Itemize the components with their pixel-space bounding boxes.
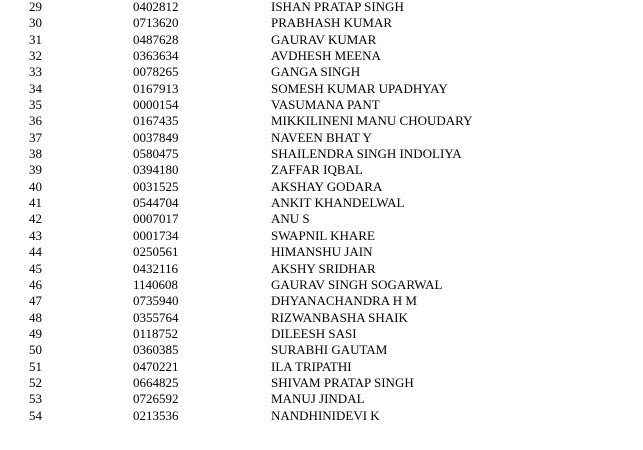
- candidate-name-cell: DILEESH SASI: [271, 325, 357, 341]
- roll-number-cell: 0360385: [133, 342, 179, 358]
- table-row: [0, 162, 643, 178]
- candidate-name-cell: GANGA SINGH: [271, 64, 361, 80]
- serial-number-cell: 44: [29, 244, 42, 260]
- serial-number-cell: 31: [29, 31, 42, 47]
- table-row: [0, 0, 643, 15]
- serial-number-cell: 36: [29, 113, 42, 129]
- roll-number-cell: 0167913: [133, 80, 179, 96]
- table-row: [0, 179, 643, 195]
- candidate-name-cell: DHYANACHANDRA H M: [271, 293, 417, 309]
- roll-number-cell: 0037849: [133, 129, 179, 145]
- candidate-name-cell: ILA TRIPATHI: [271, 358, 352, 374]
- table-row: [0, 64, 643, 80]
- table-row: [0, 359, 643, 375]
- table-row: [0, 342, 643, 358]
- serial-number-cell: 40: [29, 178, 42, 194]
- roll-number-cell: 0713620: [133, 15, 179, 31]
- serial-number-cell: 33: [29, 64, 42, 80]
- candidate-name-cell: AVDHESH MEENA: [271, 48, 381, 64]
- table-row: [0, 130, 643, 146]
- roll-number-cell: 0001734: [133, 227, 179, 243]
- candidate-name-cell: PRABHASH KUMAR: [271, 15, 392, 31]
- serial-number-cell: 41: [29, 195, 42, 211]
- candidate-name-cell: AKSHY SRIDHAR: [271, 260, 376, 276]
- roll-number-cell: 0487628: [133, 31, 179, 47]
- serial-number-cell: 35: [29, 97, 42, 113]
- candidate-name-cell: AKSHAY GODARA: [271, 178, 383, 194]
- serial-number-cell: 48: [29, 309, 42, 325]
- serial-number-cell: 42: [29, 211, 42, 227]
- candidate-name-cell: SURABHI GAUTAM: [271, 342, 388, 358]
- serial-number-cell: 38: [29, 146, 42, 162]
- roll-number-cell: 0394180: [133, 162, 179, 178]
- table-row: [0, 375, 643, 391]
- table-row: [0, 97, 643, 113]
- candidate-name-cell: SHIVAM PRATAP SINGH: [271, 374, 414, 390]
- roll-number-cell: 1140608: [133, 276, 179, 292]
- roll-number-cell: 0007017: [133, 211, 179, 227]
- candidate-name-cell: RIZWANBASHA SHAIK: [271, 309, 408, 325]
- serial-number-cell: 34: [29, 80, 42, 96]
- candidate-name-cell: ANKIT KHANDELWAL: [271, 195, 405, 211]
- serial-number-cell: 47: [29, 293, 42, 309]
- table-row: [0, 408, 643, 424]
- table-row: [0, 195, 643, 211]
- candidate-name-cell: ISHAN PRATAP SINGH: [271, 0, 404, 14]
- candidate-name-cell: HIMANSHU JAIN: [271, 244, 373, 260]
- serial-number-cell: 51: [29, 358, 42, 374]
- candidate-name-cell: MIKKILINENI MANU CHOUDARY: [271, 113, 473, 129]
- serial-number-cell: 45: [29, 260, 42, 276]
- table-row: [0, 277, 643, 293]
- table-row: [0, 113, 643, 129]
- roll-number-cell: 0470221: [133, 358, 179, 374]
- serial-number-cell: 37: [29, 129, 42, 145]
- roll-number-cell: 0580475: [133, 146, 179, 162]
- serial-number-cell: 54: [29, 407, 42, 423]
- serial-number-cell: 53: [29, 391, 42, 407]
- roll-number-cell: 0363634: [133, 48, 179, 64]
- candidate-name-cell: GAURAV KUMAR: [271, 31, 377, 47]
- table-row: [0, 293, 643, 309]
- candidate-name-cell: ZAFFAR IQBAL: [271, 162, 363, 178]
- table-row: [0, 310, 643, 326]
- serial-number-cell: 39: [29, 162, 42, 178]
- candidate-name-cell: GAURAV SINGH SOGARWAL: [271, 276, 443, 292]
- table-row: [0, 228, 643, 244]
- roll-number-cell: 0355764: [133, 309, 179, 325]
- roll-number-cell: 0167435: [133, 113, 179, 129]
- table-row: [0, 15, 643, 31]
- roll-number-cell: 0031525: [133, 178, 179, 194]
- candidate-name-cell: SWAPNIL KHARE: [271, 227, 375, 243]
- candidate-name-cell: MANUJ JINDAL: [271, 391, 365, 407]
- serial-number-cell: 29: [29, 0, 42, 14]
- table-row: [0, 261, 643, 277]
- candidate-name-cell: SOMESH KUMAR UPADHYAY: [271, 80, 448, 96]
- roll-number-cell: 0078265: [133, 64, 179, 80]
- candidate-name-cell: NAVEEN BHAT Y: [271, 129, 372, 145]
- table-row: [0, 391, 643, 407]
- serial-number-cell: 30: [29, 15, 42, 31]
- serial-number-cell: 32: [29, 48, 42, 64]
- serial-number-cell: 49: [29, 325, 42, 341]
- candidate-name-cell: ANU S: [271, 211, 310, 227]
- serial-number-cell: 52: [29, 374, 42, 390]
- roll-number-cell: 0250561: [133, 244, 179, 260]
- table-row: [0, 244, 643, 260]
- candidate-name-cell: VASUMANA PANT: [271, 97, 380, 113]
- roll-number-cell: 0000154: [133, 97, 179, 113]
- serial-number-cell: 43: [29, 227, 42, 243]
- roll-number-cell: 0402812: [133, 0, 179, 14]
- candidate-name-cell: SHAILENDRA SINGH INDOLIYA: [271, 146, 462, 162]
- table-row: [0, 146, 643, 162]
- candidate-name-cell: NANDHINIDEVI K: [271, 407, 380, 423]
- roll-number-cell: 0735940: [133, 293, 179, 309]
- roll-number-cell: 0544704: [133, 195, 179, 211]
- roll-number-cell: 0213536: [133, 407, 179, 423]
- table-row: [0, 48, 643, 64]
- roll-number-cell: 0432116: [133, 260, 179, 276]
- table-row: [0, 211, 643, 227]
- table-row: [0, 32, 643, 48]
- serial-number-cell: 46: [29, 276, 42, 292]
- serial-number-cell: 50: [29, 342, 42, 358]
- roll-number-cell: 0664825: [133, 374, 179, 390]
- table-row: [0, 326, 643, 342]
- roll-number-cell: 0726592: [133, 391, 179, 407]
- roll-number-cell: 0118752: [133, 325, 179, 341]
- table-row: [0, 81, 643, 97]
